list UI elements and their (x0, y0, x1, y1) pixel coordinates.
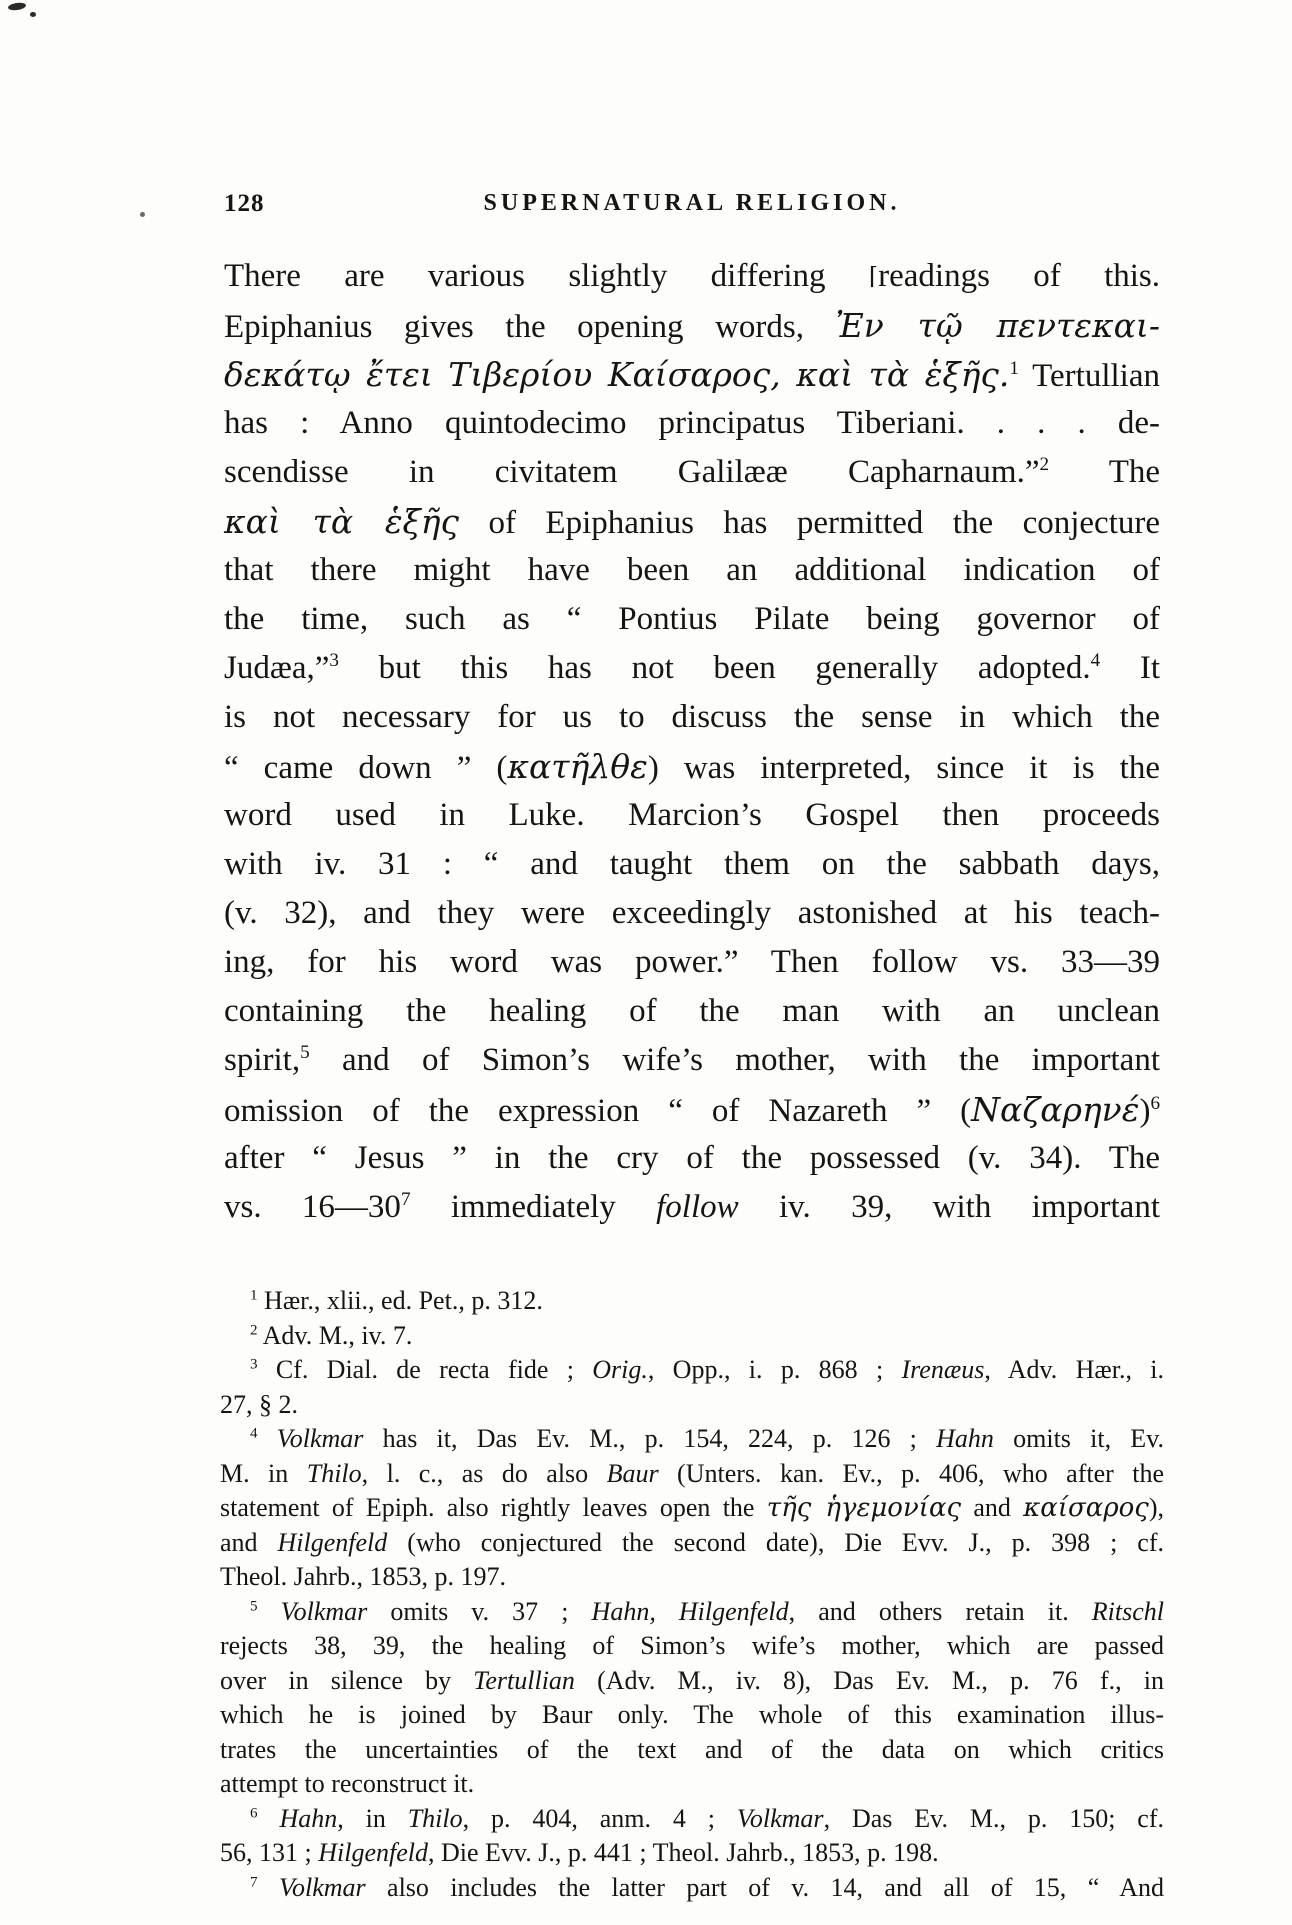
text-segment: vs. 16—30 (224, 1189, 401, 1225)
text-segment: ) (1139, 1093, 1151, 1129)
footnote-marker: 5 (300, 1042, 310, 1063)
body-text-line (224, 840, 1160, 889)
text-segment: καίσαρος (1023, 1493, 1149, 1523)
text-segment (258, 1424, 277, 1453)
footnote-marker: 3 (329, 650, 339, 671)
body-text-line (224, 987, 1160, 1036)
text-segment: and (220, 1527, 278, 1557)
text-segment: spirit, (224, 1042, 301, 1078)
footnote-marker: 6 (1150, 1093, 1160, 1114)
text-segment (258, 1597, 281, 1626)
text-segment: word used in Luke. Marcion’s Gospel then proceeds (224, 797, 1160, 833)
text-segment: Irenæus (901, 1355, 985, 1384)
body-text-line (224, 546, 1160, 595)
text-segment: Tertullian (473, 1665, 575, 1695)
text-segment: Hahn, Hilgenfeld (591, 1596, 789, 1626)
footnote-line (220, 1388, 1164, 1423)
text-segment: rejects 38, 39, the healing of Simon’s wife’s mother, which are passed (220, 1631, 1164, 1660)
text-segment: Ἐν τῷ πεντεκαι- (835, 306, 1161, 345)
text-segment: attempt to reconstruct it. (220, 1769, 475, 1798)
text-segment: , l. c., as do also (361, 1458, 607, 1488)
footnote-marker: 7 (250, 1873, 258, 1890)
text-segment: Ναζαρηνέ (971, 1090, 1140, 1129)
text-segment: is not necessary for us to discuss the sense in which the (224, 699, 1160, 735)
text-segment: , p. 404, anm. 4 ; (462, 1803, 737, 1833)
page-number: 128 (224, 190, 265, 217)
text-segment: 56, 131 ; (220, 1838, 319, 1867)
ink-speck (8, 2, 27, 11)
text-segment: Hilgenfeld (277, 1527, 388, 1557)
text-segment: (v. 32), and they were exceedingly astonished at his teach- (224, 895, 1160, 931)
footnote-line (220, 1526, 1164, 1561)
text-segment: over in silence by (220, 1665, 474, 1695)
text-segment: There are various slightly differing (224, 258, 869, 294)
text-segment: (Unters. kan. Ev., p. 406, who after the (658, 1458, 1165, 1488)
footnote-line (220, 1698, 1164, 1733)
text-segment: Theol. Jahrb., 1853, p. 197. (220, 1562, 506, 1591)
text-segment: which he is joined by Baur only. The whole of this examination illus- (220, 1700, 1164, 1729)
footnote-line (220, 1353, 1164, 1388)
text-segment: also includes the latter part of v. 14, and all of 15, “ And (365, 1872, 1165, 1902)
footnote-marker: 4 (250, 1425, 258, 1442)
body-text-line (224, 399, 1160, 448)
text-segment: , in (337, 1803, 408, 1833)
text-segment: , Opp., i. p. 868 ; (647, 1355, 902, 1384)
running-title: SUPERNATURAL RELIGION. (483, 190, 901, 216)
text-segment: iv. 39, with important (738, 1189, 1160, 1225)
body-text-line (224, 742, 1160, 791)
body-text-line (224, 889, 1160, 938)
ink-speck (30, 12, 36, 17)
footnote-line (220, 1664, 1164, 1699)
text-segment: It (1100, 650, 1160, 686)
text-segment: Hahn (936, 1424, 994, 1453)
text-segment: omission of the expression “ of Nazareth ” ( (224, 1093, 972, 1129)
text-segment: Volkmar (278, 1872, 366, 1902)
text-segment: containing the healing of the man with an unclean (224, 993, 1160, 1029)
text-segment: 27, § 2. (220, 1389, 298, 1419)
footnote-marker: 4 (1090, 650, 1101, 671)
text-segment: Baur (606, 1458, 659, 1488)
text-segment: and of Simon’s wife’s mother, with the important (309, 1042, 1160, 1078)
text-segment: , Adv. Hær., i. (984, 1355, 1164, 1384)
body-text-line (224, 301, 1160, 350)
text-segment: ing, for his word was power.” Then follow vs. 33—39 (224, 944, 1160, 980)
text-segment: Volkmar (736, 1803, 824, 1833)
text-segment: The (1049, 454, 1160, 490)
footnote-line (220, 1871, 1164, 1906)
text-segment: has it, Das Ev. M., p. 154, 224, p. 126 ; (363, 1424, 937, 1453)
text-segment: after “ Jesus ” in the cry of the possessed (v. 34). The (224, 1140, 1160, 1176)
text-segment: Cf. Dial. de recta fide ; (257, 1355, 593, 1384)
text-segment: , and others retain it. (788, 1596, 1092, 1626)
text-segment: ), (1148, 1493, 1164, 1522)
footnote-line (220, 1457, 1164, 1492)
text-segment: readings of this. (878, 258, 1160, 294)
text-segment: (Adv. M., iv. 8), Das Ev. M., p. 76 f., in (574, 1665, 1165, 1695)
text-segment: καὶ τὰ ἑξῆς (224, 502, 459, 541)
text-segment: statement of Epiph. also rightly leaves open the (220, 1493, 767, 1522)
text-segment: Ritschl (1091, 1596, 1164, 1626)
text-segment: Volkmar (276, 1424, 364, 1453)
footnote-line (220, 1491, 1164, 1526)
text-segment: ) was interpreted, since it is the (647, 750, 1160, 786)
footnote-line (220, 1629, 1164, 1664)
text-segment: of Epiphanius has permitted the conjecture (458, 505, 1160, 541)
text-segment: M. in (220, 1458, 307, 1488)
body-text-line (224, 595, 1160, 644)
text-segment: Adv. M., iv. 7. (257, 1320, 413, 1350)
text-segment (258, 1804, 280, 1833)
text-segment: Hahn (279, 1803, 338, 1833)
footnote-line (220, 1595, 1164, 1630)
text-segment: , Die Evv. J., p. 441 ; Theol. Jahrb., 1853, p. 198. (428, 1838, 939, 1867)
text-segment: scendisse in civitatem Galilææ Capharnaum.” (224, 454, 1040, 490)
text-segment: that there might have been an additional indication of (224, 552, 1160, 588)
footnote-line (220, 1836, 1164, 1871)
text-segment: (who conjectured the second date), Die Evv. J., p. 398 ; cf. (387, 1527, 1164, 1557)
text-segment: has : Anno quintodecimo principatus Tiberiani. . . . de- (224, 405, 1160, 441)
text-segment: τῆς ἡγεμονίας (766, 1493, 962, 1523)
footnote-marker: 6 (250, 1804, 258, 1821)
text-segment: Hær., xlii., ed. Pet., p. 312. (257, 1286, 543, 1315)
text-segment: Tertullian (1018, 358, 1160, 394)
body-text-line (224, 1036, 1160, 1085)
body-text-line (224, 448, 1160, 497)
body-text-line (224, 693, 1160, 742)
body-text-line (224, 350, 1160, 399)
text-segment: follow (656, 1189, 739, 1225)
footnotes (220, 1284, 1164, 1905)
text-segment: omits v. 37 ; (367, 1596, 592, 1626)
footnote-marker: 7 (400, 1189, 411, 1210)
footnote-line (220, 1802, 1164, 1837)
text-segment: Thilo (306, 1458, 362, 1488)
footnote-marker: 2 (250, 1321, 258, 1338)
footnote-marker: 1 (1009, 358, 1019, 379)
text-segment: trates the uncertainties of the text and of the data on which critics (220, 1734, 1164, 1764)
body-text-line (224, 1134, 1160, 1183)
footnote-marker: 3 (250, 1356, 258, 1373)
body-text-line (224, 938, 1160, 987)
text-segment: Orig. (592, 1355, 648, 1384)
body-text-line (224, 1085, 1160, 1134)
text-segment: δεκάτῳ ἔτει Τιβερίου Καίσαρος, καὶ τὰ ἑξῆς. (224, 355, 1010, 394)
text-segment: but this has not been generally adopted. (338, 650, 1091, 686)
footnote-line (220, 1284, 1164, 1319)
text-segment: Thilo (407, 1803, 463, 1833)
text-segment: Hilgenfeld (318, 1838, 428, 1867)
footnote-line (220, 1733, 1164, 1768)
footnote-marker: 5 (250, 1597, 258, 1614)
footnote-marker: 2 (1039, 454, 1050, 475)
text-segment: omits it, Ev. (993, 1424, 1165, 1453)
text-segment: and (961, 1493, 1024, 1522)
footnote-line (220, 1767, 1164, 1802)
text-segment: immediately (410, 1189, 657, 1225)
body-text-line (224, 791, 1160, 840)
text-segment: “ came down ” ( (224, 750, 508, 786)
text-segment: the time, such as “ Pontius Pilate being governor of (224, 601, 1160, 637)
footnote-line (220, 1560, 1164, 1595)
ink-speck (140, 212, 145, 217)
footnote-line (220, 1319, 1164, 1354)
body-text-line (224, 497, 1160, 546)
text-segment: Epiphanius gives the opening words, (224, 309, 836, 345)
text-segment: with iv. 31 : “ and taught them on the sabbath days, (224, 846, 1160, 882)
page-header (224, 190, 1160, 224)
body-text-line (224, 644, 1160, 693)
footnote-line (220, 1422, 1164, 1457)
body-text-line (224, 252, 1160, 301)
body-text (224, 252, 1160, 1232)
text-segment: κατῆλθε (507, 747, 648, 786)
text-segment: Judæa,” (224, 650, 330, 686)
text-segment: Volkmar (280, 1596, 368, 1626)
body-text-line (224, 1183, 1160, 1232)
text-segment: , Das Ev. M., p. 150; cf. (823, 1803, 1164, 1833)
text-segment (258, 1873, 279, 1902)
footnote-marker: 1 (250, 1287, 258, 1304)
text-segment: ⌈ (868, 264, 879, 290)
